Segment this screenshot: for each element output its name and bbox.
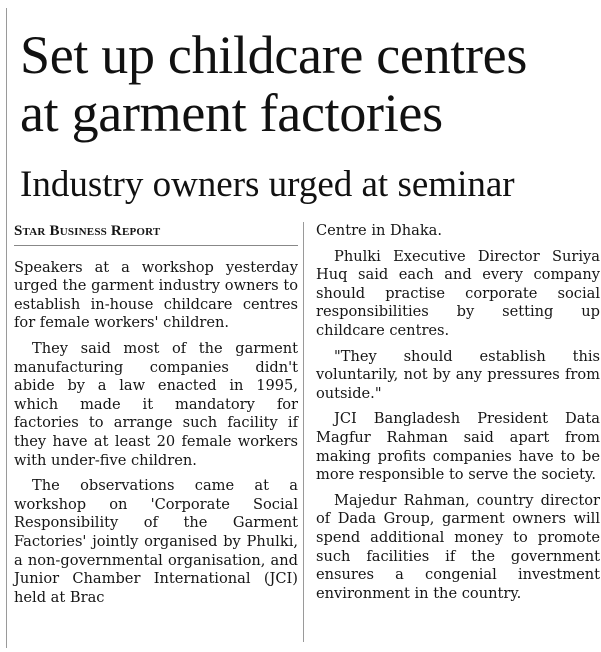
left-border-rule xyxy=(6,8,7,648)
headline-line-2: at garment factories xyxy=(20,83,443,143)
column-divider xyxy=(303,222,304,642)
paragraph: JCI Bangladesh President Data Magfur Rahman said apart from making profits companies have to be more responsible to serve the society. xyxy=(316,410,600,484)
paragraph: They said most of the garment manufacturing companies didn't abide by a law enacted in 1995, which made it mandatory for factories to arrange such facility if they have at least 20 female workers with under-five children. xyxy=(14,339,298,469)
paragraph: "They should establish this voluntarily, not by any pressures from outside." xyxy=(316,347,600,402)
byline: Star Business Report xyxy=(14,222,298,246)
paragraph: Phulki Executive Director Suriya Huq said each and every company should practise corporate social responsibilities by setting up childcare centres. xyxy=(316,247,600,339)
paragraph: Centre in Dhaka. xyxy=(316,222,443,239)
paragraph: Majedur Rahman, country director of Dada Group, garment owners will spend additional money to promote such facilities if the government ensures a congenial investment environment in the country. xyxy=(316,491,600,602)
headline xyxy=(20,26,600,142)
headline-line-1: Set up childcare centres xyxy=(20,25,528,85)
paragraph: Speakers at a workshop yesterday urged the garment industry owners to establish in-house childcare centres for female workers' children. xyxy=(14,258,298,332)
left-column xyxy=(14,222,298,614)
subheadline: Industry owners urged at seminar xyxy=(20,164,515,205)
right-column xyxy=(316,222,600,610)
paragraph: The observations came at a workshop on 'Corporate Social Responsibility of the Garment Factories' jointly organised by Phulki, a non-governmental organisation, and Junior Chamber International (JCI) held at Brac xyxy=(14,477,298,606)
